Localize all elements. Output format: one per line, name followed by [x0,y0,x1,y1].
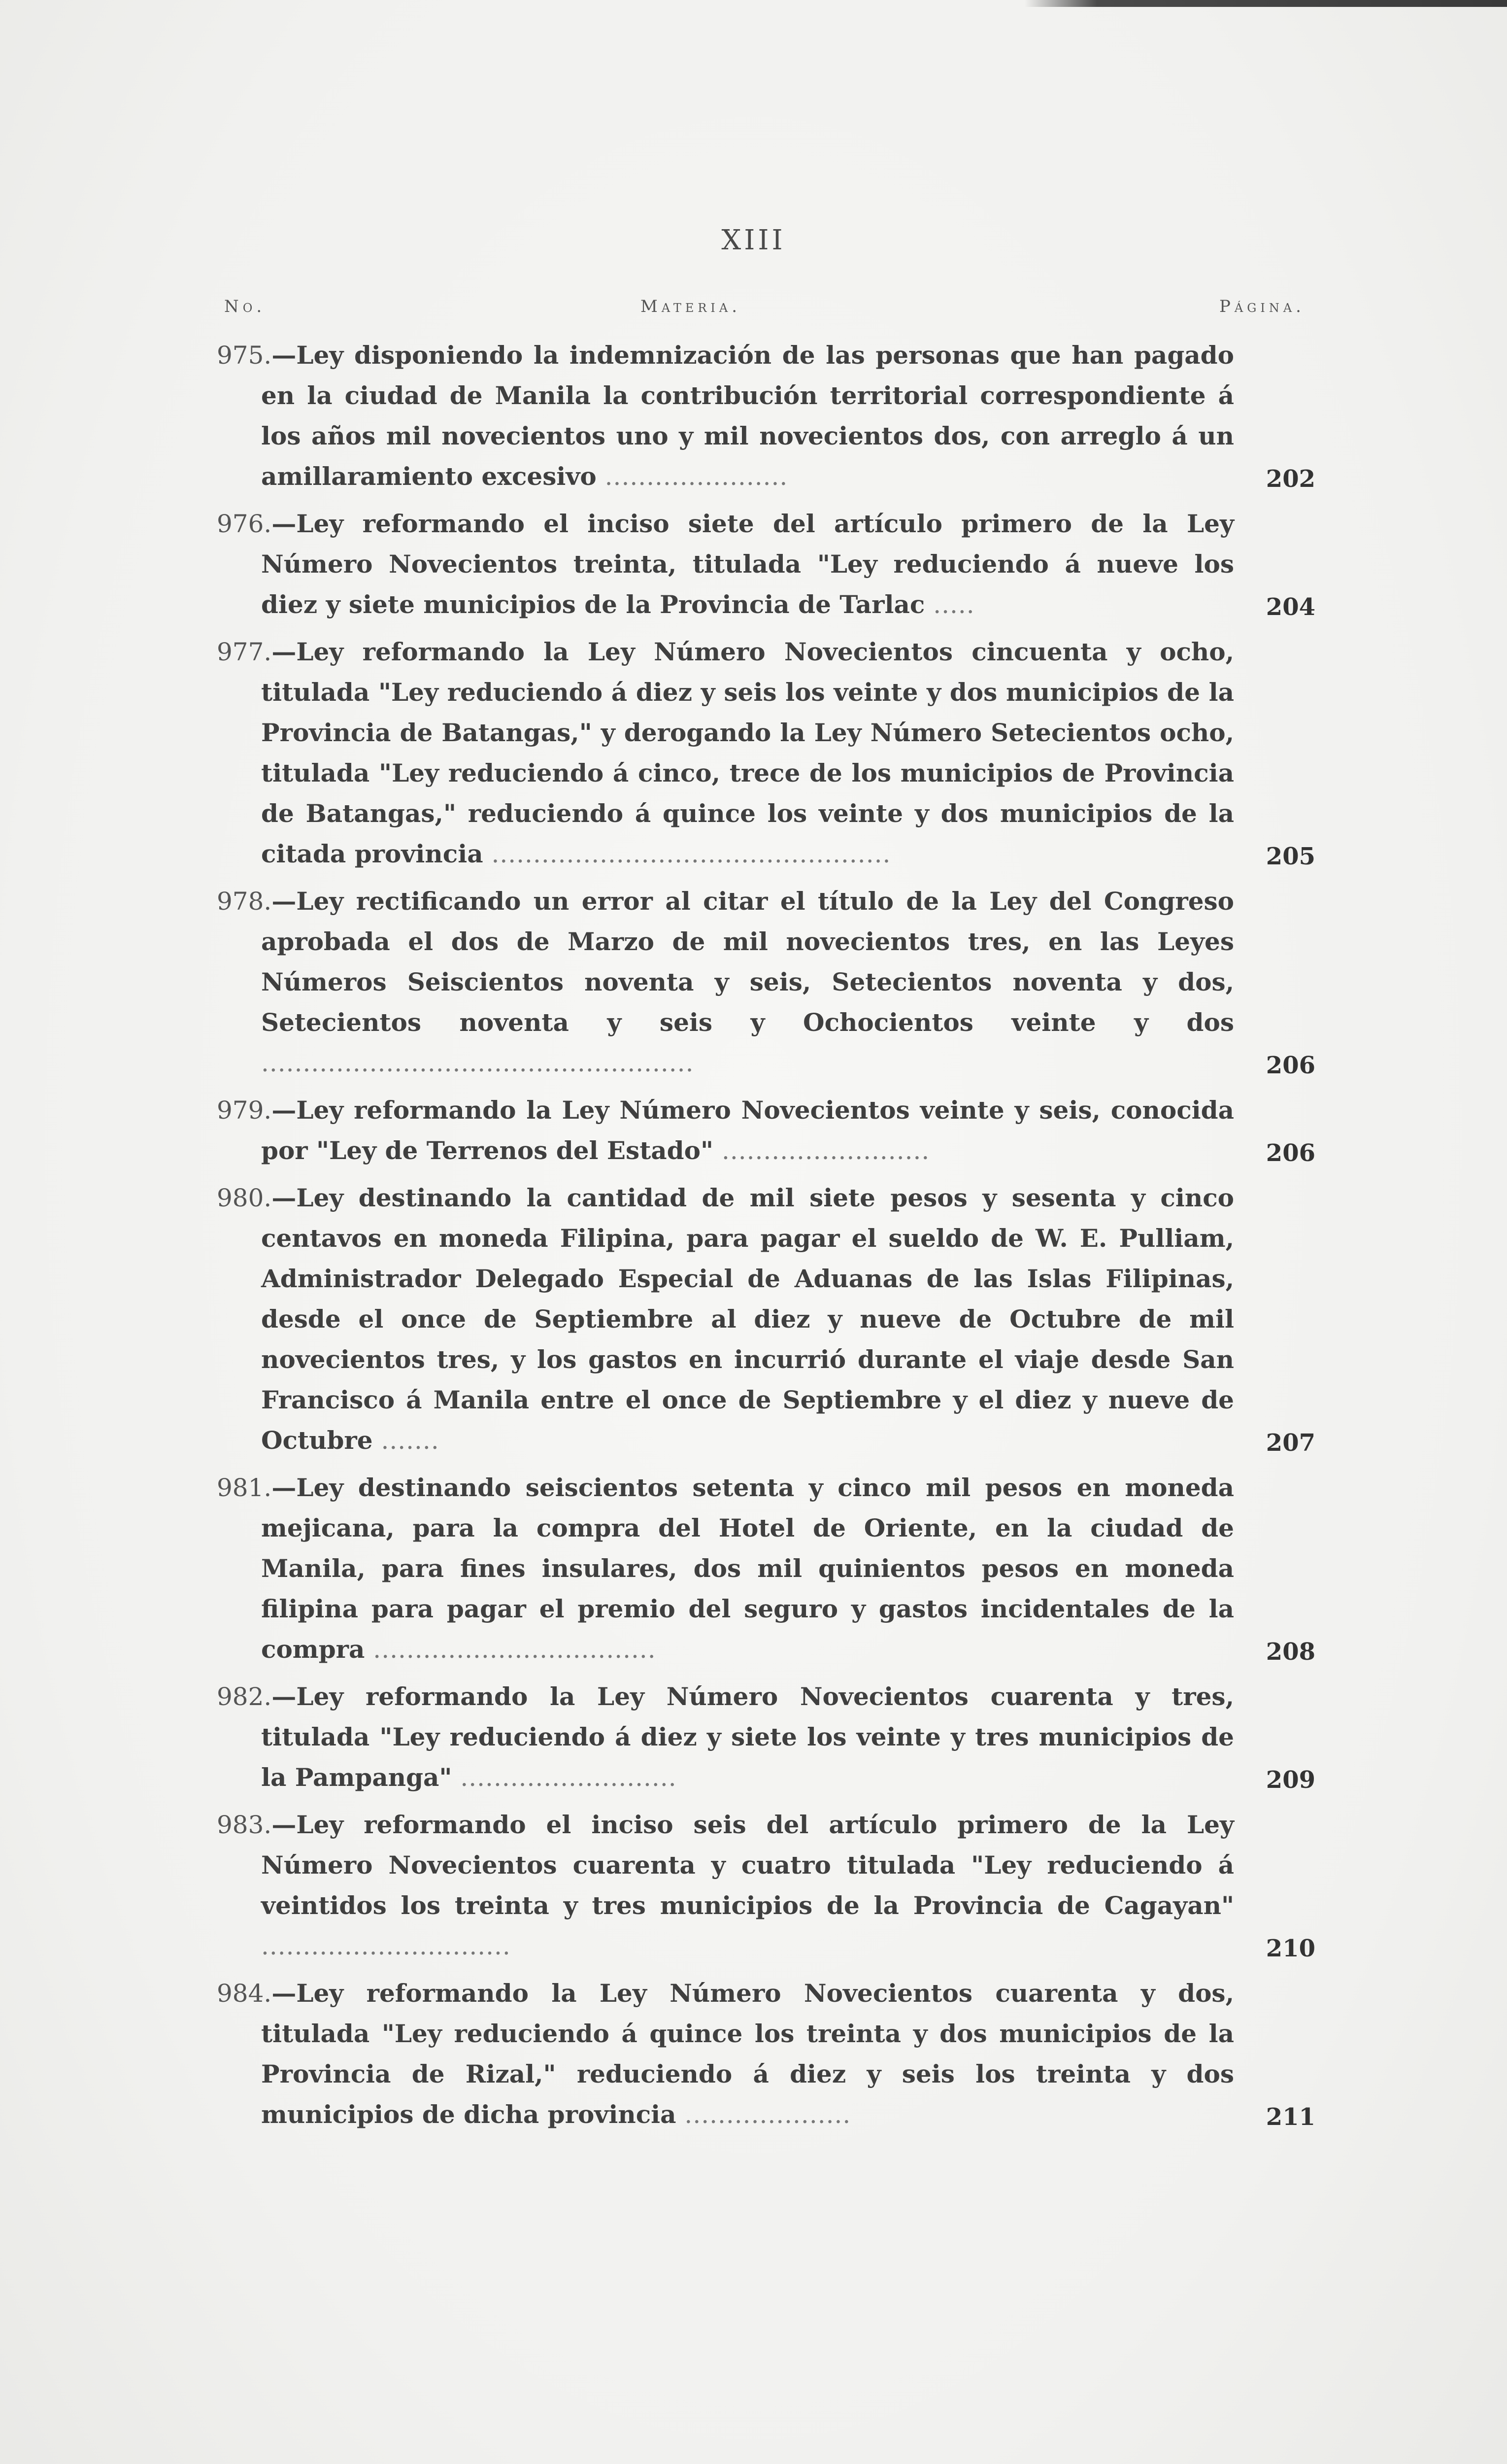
entry-text: —Ley reformando la Ley Número Novecientos veinte y seis, conocida por "Ley de Terrenos del Estado" [261,1095,1234,1165]
dot-leader: ..... [925,590,975,619]
entry-page: 202 [1266,465,1315,493]
index-header [0,297,1507,326]
dot-leader: ...................... [596,462,788,491]
entry-text: —Ley reformando la Ley Número Novecientos cuarenta y dos, titulada "Ley reduciendo á quince los treinta y dos municipios de la Provincia de Rizal," reduciendo á diez y seis los treinta y dos municipios de dicha provincia [261,1979,1234,2129]
entry-number: 977. [217,638,272,666]
entry-text: —Ley destinando la cantidad de mil siete pesos y sesenta y cinco centavos en moneda Filipina, para pagar el sueldo de W. E. Pulliam, Administrador Delegado Especial de Aduanas de las Islas Filipinas, desde el once de Septiembre al diez y nueve de Octubre de mil novecientos tres, y los gastos en incurrió durante el viaje desde San Francisco á Manila entre el once de Septiembre y el diez y nueve de Octubre [261,1183,1234,1455]
entry-text: —Ley reformando la Ley Número Novecientos cincuenta y ocho, titulada "Ley reduciendo á diez y seis los veinte y dos municipios de la Provincia de Batangas," y derogando la Ley Número Setecientos ocho, titulada "Ley reduciendo á cinco, trece de los municipios de Provincia de Batangas," reduciendo á quince los veinte y dos municipios de la citada provincia [261,637,1234,868]
dot-leader: ....... [372,1426,439,1455]
entry-text: —Ley destinando seiscientos setenta y cinco mil pesos en moneda mejicana, para la compra del Hotel de Oriente, en la ciudad de Manila, para fines insulares, dos mil quinientos pesos en moneda filipina para pagar el premio del seguro y gastos incidentales de la compra [261,1473,1234,1664]
index-entry [217,1468,1315,1670]
entry-number: 984. [217,1979,272,2008]
header-no: No. [224,297,266,316]
top-edge-rule [1025,0,1507,7]
index-entry [217,335,1315,497]
dot-leader: ......................... [713,1136,930,1165]
index-entry [217,504,1315,625]
header-pagina: Página. [1219,297,1305,316]
entry-page: 208 [1266,1638,1315,1666]
entry-text: —Ley reformando el inciso siete del artículo primero de la Ley Número Novecientos treinta, titulada "Ley reduciendo á nueve los diez y siete municipios de la Provincia de Tarlac [261,509,1234,619]
entry-page: 210 [1266,1935,1315,1962]
dot-leader: ................................................ [483,840,891,868]
entry-page: 206 [1266,1052,1315,1079]
index-entries [217,335,1315,2142]
entry-page: 205 [1266,843,1315,870]
dot-leader: .......................... [452,1763,677,1792]
entry-number: 982. [217,1682,272,1711]
entry-page: 209 [1266,1766,1315,1794]
entry-text: —Ley disponiendo la indemnización de las personas que han pagado en la ciudad de Manila la contribución territorial correspondiente á los años mil novecientos uno y mil novecientos dos, con arreglo á un amillaramiento excesivo [261,341,1234,491]
header-materia: Materia. [640,297,741,316]
entry-text: —Ley rectificando un error al citar el título de la Ley del Congreso aprobada el dos de Marzo de mil novecientos tres, en las Leyes Números Seiscientos noventa y seis, Setecientos noventa y dos, Setecientos noventa y seis y Ochocientos veinte y dos [261,887,1234,1037]
dot-leader: .................... [676,2100,851,2129]
index-entry [217,1805,1315,1966]
entry-number: 979. [217,1096,272,1125]
entry-page: 204 [1266,593,1315,621]
entry-number: 980. [217,1184,272,1212]
index-entry [217,1178,1315,1461]
entry-number: 976. [217,510,272,538]
entry-page: 211 [1266,2103,1315,2131]
entry-number: 983. [217,1811,272,1839]
entry-text: —Ley reformando el inciso seis del artículo primero de la Ley Número Novecientos cuarenta y cuatro titulada "Ley reduciendo á veintidos los treinta y tres municipios de la Provincia de Cagayan" [261,1810,1234,1920]
index-entry [217,632,1315,874]
dot-leader: .................................................... [261,1049,694,1077]
entry-number: 978. [217,887,272,916]
dot-leader: .............................. [261,1932,511,1960]
entry-number: 975. [217,341,272,370]
entry-page: 206 [1266,1139,1315,1167]
index-entry [217,1677,1315,1798]
entry-page: 207 [1266,1429,1315,1457]
index-entry [217,881,1315,1083]
index-entry [217,1090,1315,1171]
dot-leader: .................................. [365,1635,656,1664]
entry-number: 981. [217,1473,272,1502]
page-number: XIII [721,224,786,256]
index-entry [217,1973,1315,2135]
entry-text: —Ley reformando la Ley Número Novecientos cuarenta y tres, titulada "Ley reduciendo á diez y siete los veinte y tres municipios de la Pampanga" [261,1682,1234,1792]
